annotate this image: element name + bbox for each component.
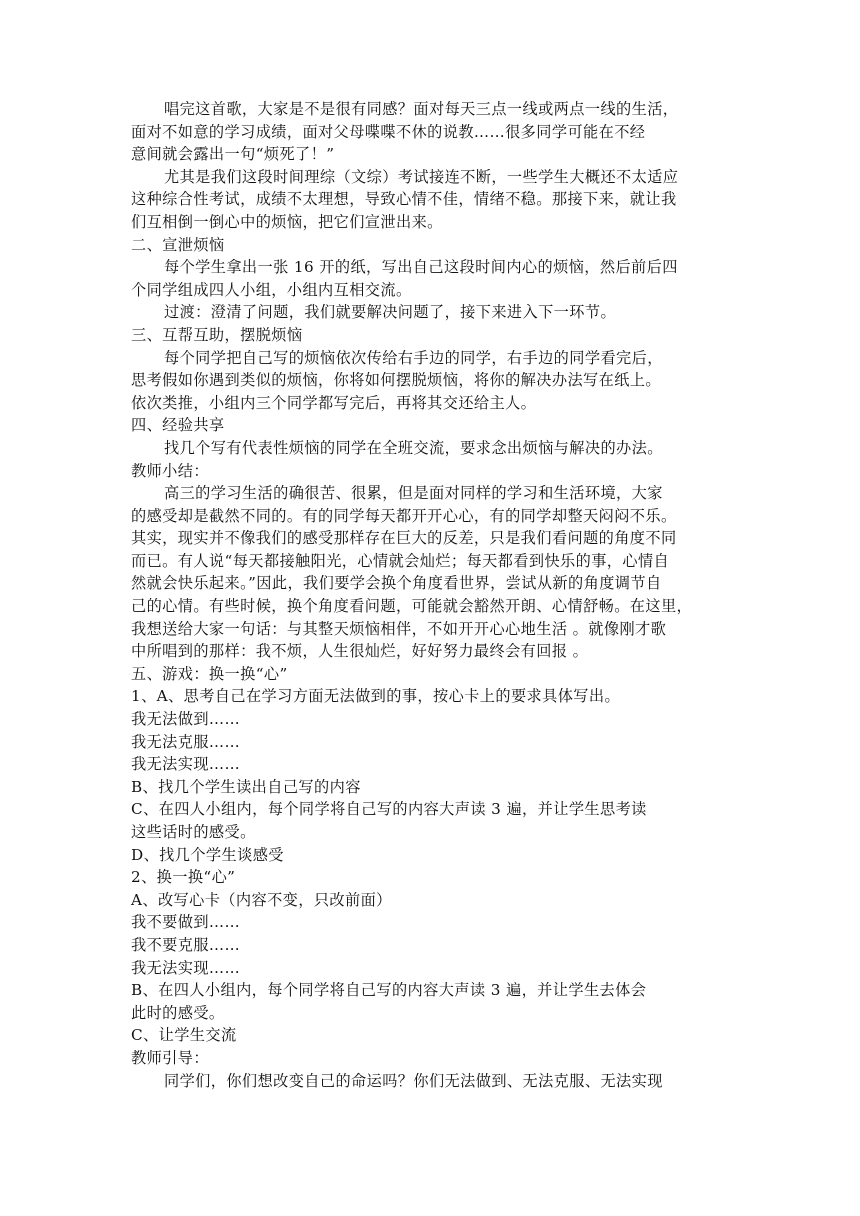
text-line: 这些话时的感受。 — [131, 823, 256, 841]
text-line: 个同学组成四人小组，小组内互相交流。 — [131, 280, 412, 299]
text-line: 教师小结： — [131, 461, 209, 480]
text-line: C、让学生交流 — [131, 1026, 237, 1045]
text-line: 每个学生拿出一张 16 开的纸，写出自己这段时间内心的烦恼，然后前后四 — [164, 258, 678, 277]
text-line: 我不要克服…… — [131, 935, 241, 954]
text-line: 我不要做到…… — [131, 913, 241, 932]
text-line: 找几个写有代表性烦恼的同学在全班交流，要求念出烦恼与解决的办法。 — [164, 438, 663, 457]
text-line: A、改写心卡（内容不变，只改前面） — [131, 890, 392, 909]
text-line: 其实，现实并不像我们的感受那样存在巨大的反差，只是我们看问题的角度不同 — [131, 529, 677, 548]
text-line: 思考假如你遇到类似的烦恼，你将如何摆脱烦恼，将你的解决办法写在纸上。 — [131, 371, 661, 390]
text-line: 2、换一换“心” — [131, 868, 236, 887]
text-line: B、找几个学生读出自己写的内容 — [131, 777, 361, 796]
text-line: 四、经验共享 — [131, 416, 225, 435]
text-line: 中所唱到的那样：我不烦，人生很灿烂，好好努力最终会有回报 。 — [131, 642, 589, 661]
document-page — [131, 98, 731, 1092]
text-line: 此时的感受。 — [131, 1003, 225, 1022]
text-line: 1、A、思考自己在学习方面无法做到的事，按心卡上的要求具体写出。 — [131, 687, 621, 706]
text-line: B、在四人小组内，每个同学将自己写的内容大声读 3 遍，并让学生去体会 — [131, 981, 647, 1000]
text-line: D、找几个学生谈感受 — [131, 845, 284, 864]
text-line: 我无法克服…… — [131, 732, 241, 751]
text-line: 我无法实现…… — [131, 755, 241, 774]
text-line: 依次类推，小组内三个同学都写完后，再将其交还给主人。 — [131, 393, 537, 412]
text-line: 的感受却是截然不同的。有的同学每天都开开心心，有的同学却整天闷闷不乐。 — [131, 506, 677, 525]
text-line: 这种综合性考试，成绩不太理想，导致心情不佳，情绪不稳。那接下来，就让我 — [131, 190, 677, 209]
text-line: 意间就会露出一句“烦死了！” — [131, 145, 335, 164]
text-line: 每个同学把自己写的烦恼依次传给右手边的同学，右手边的同学看完后， — [164, 348, 663, 367]
text-line: 过渡：澄清了问题，我们就要解决问题了，接下来进入下一环节。 — [164, 303, 617, 322]
text-line: 我想送给大家一句话：与其整天烦恼相伴，不如开开心心地生活 。就像刚才歌 — [131, 619, 667, 638]
text-line: 而已。有人说“每天都接触阳光，心情就会灿烂；每天都看到快乐的事，心情自 — [131, 551, 670, 570]
text-line: 面对不如意的学习成绩，面对父母喋喋不休的说教……很多同学可能在不经 — [131, 122, 646, 141]
text-line: 二、宣泄烦恼 — [131, 235, 225, 254]
text-line: 我无法做到…… — [131, 710, 241, 729]
text-line: 教师引导： — [131, 1048, 209, 1067]
text-line: 唱完这首歌，大家是不是很有同感？面对每天三点一线或两点一线的生活， — [164, 100, 679, 118]
text-line: 然就会快乐起来。”因此，我们要学会换个角度看世界，尝试从新的角度调节自 — [131, 574, 662, 593]
text-line: C、在四人小组内，每个同学将自己写的内容大声读 3 遍，并让学生思考读 — [131, 800, 647, 819]
text-line: 同学们，你们想改变自己的命运吗？你们无法做到、无法克服、无法实现 — [164, 1071, 663, 1090]
text-line: 三、互帮互助，摆脱烦恼 — [131, 325, 303, 344]
text-line: 高三的学习生活的确很苦、很累，但是面对同样的学习和生活环境，大家 — [164, 484, 663, 503]
text-line: 五、游戏：换一换“心” — [131, 664, 288, 683]
text-line: 尤其是我们这段时间理综（文综）考试接连不断，一些学生大概还不太适应 — [164, 167, 679, 186]
text-line: 们互相倒一倒心中的烦恼，把它们宣泄出来。 — [131, 212, 443, 231]
text-line: 己的心情。有些时候，换个角度看问题，可能就会豁然开朗、心情舒畅。在这里， — [131, 597, 693, 616]
text-line: 我无法实现…… — [131, 958, 241, 977]
